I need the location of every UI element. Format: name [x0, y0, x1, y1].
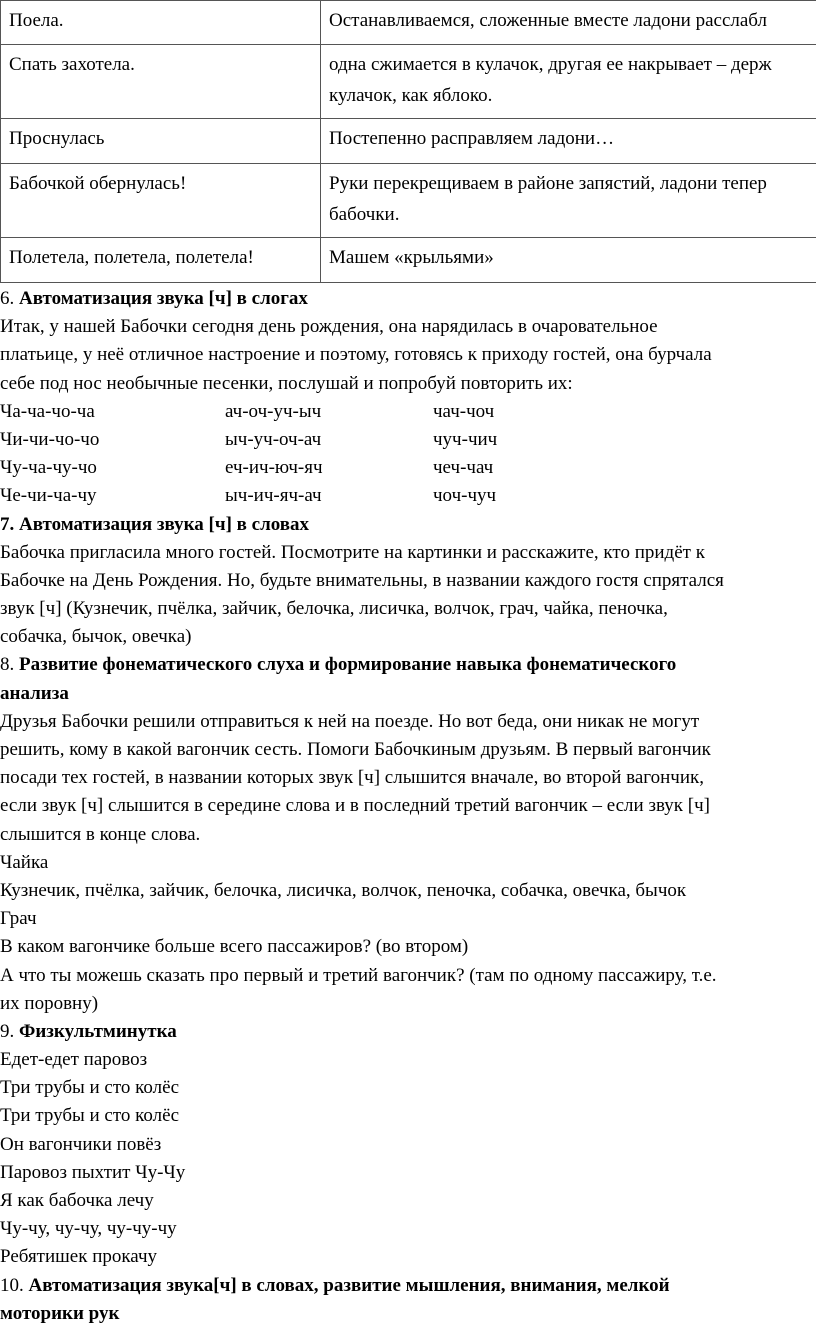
word-group: Грач: [0, 905, 816, 933]
section-10-heading: [0, 1272, 816, 1300]
paragraph-line: слышится в конце слова.: [0, 821, 816, 849]
cell-line: бабочки.: [329, 199, 816, 230]
table-row: [1, 164, 816, 238]
paragraph-line: звук [ч] (Кузнечик, пчёлка, зайчик, белочка, лисичка, волчок, грач, чайка, пеночка,: [0, 595, 816, 623]
syllable-row: [0, 454, 816, 482]
syllable-row: [0, 426, 816, 454]
cell-line: одна сжимается в кулачок, другая ее накрывает – держ: [329, 49, 816, 80]
poem-line: Чу-чу, чу-чу, чу-чу-чу: [0, 1215, 816, 1243]
poem-line: Три трубы и сто колёс: [0, 1102, 816, 1130]
section-9-heading: [0, 1018, 816, 1046]
syllable-cell: еч-ич-юч-яч: [225, 454, 433, 482]
section-8-heading: [0, 651, 816, 679]
syllable-cell: Чу-ча-чу-чо: [0, 454, 225, 482]
section-10-heading-cont: [0, 1300, 816, 1328]
syllable-row: [0, 398, 816, 426]
paragraph-line: если звук [ч] слышится в середине слова и в последний третий вагончик – если звук [ч]: [0, 792, 816, 820]
paragraph-line: посади тех гостей, в названии которых звук [ч] слышится вначале, во второй вагончик,: [0, 764, 816, 792]
section-title: Физкультминутка: [19, 1021, 177, 1042]
paragraph-line: Бабочка пригласила много гостей. Посмотрите на картинки и расскажите, кто придёт к: [0, 539, 816, 567]
section-number: 9.: [0, 1021, 19, 1042]
paragraph-line: Друзья Бабочки решили отправиться к ней на поезде. Но вот беда, они никак не могут: [0, 708, 816, 736]
poem-line: Он вагончики повёз: [0, 1131, 816, 1159]
section-title: Автоматизация звука[ч] в словах, развитие мышления, внимания, мелкой: [29, 1275, 670, 1296]
syllable-row: [0, 482, 816, 510]
table-cell: Полетела, полетела, полетела!: [1, 238, 321, 283]
poem-line: Я как бабочка лечу: [0, 1187, 816, 1215]
section-number: 8.: [0, 654, 19, 675]
poem-line: Три трубы и сто колёс: [0, 1074, 816, 1102]
poem-line: Едет-едет паровоз: [0, 1046, 816, 1074]
syllable-cell: ыч-ич-яч-ач: [225, 482, 433, 510]
syllable-cell: чеч-чач: [433, 454, 493, 482]
cell-line: кулачок, как яблоко.: [329, 80, 816, 111]
paragraph-line: собачка, бычок, овечка): [0, 623, 816, 651]
paragraph-line: Итак, у нашей Бабочки сегодня день рождения, она нарядилась в очаровательное: [0, 313, 816, 341]
section-title: 7. Автоматизация звука [ч] в словах: [0, 514, 309, 535]
poem-line: Ребятишек прокачу: [0, 1243, 816, 1271]
section-8-heading-cont: [0, 680, 816, 708]
word-group: Чайка: [0, 849, 816, 877]
table-cell: Бабочкой обернулась!: [1, 164, 321, 238]
syllable-cell: ыч-уч-оч-ач: [225, 426, 433, 454]
question-line: их поровну): [0, 990, 816, 1018]
table-cell: [321, 45, 816, 119]
table-row: [1, 1, 816, 45]
paragraph-line: платьице, у неё отличное настроение и поэтому, готовясь к приходу гостей, она бурчала: [0, 341, 816, 369]
document-body: [0, 285, 816, 1328]
gesture-table: [0, 0, 816, 283]
section-6-heading: [0, 285, 816, 313]
question-line: В каком вагончике больше всего пассажиров? (во втором): [0, 933, 816, 961]
section-7-heading: [0, 511, 816, 539]
table-cell: Проснулась: [1, 119, 321, 164]
syllable-cell: Ча-ча-чо-ча: [0, 398, 225, 426]
section-title: Развитие фонематического слуха и формирование навыка фонематического: [19, 654, 676, 675]
syllable-cell: Чи-чи-чо-чо: [0, 426, 225, 454]
syllable-cell: чуч-чич: [433, 426, 497, 454]
syllable-cell: чач-чоч: [433, 398, 494, 426]
table-row: [1, 119, 816, 164]
paragraph-line: решить, кому в какой вагончик сесть. Помоги Бабочкиным друзьям. В первый вагончик: [0, 736, 816, 764]
syllable-cell: Че-чи-ча-чу: [0, 482, 225, 510]
table-cell: Останавливаемся, сложенные вместе ладони расслабл: [321, 1, 816, 45]
syllable-cell: чоч-чуч: [433, 482, 496, 510]
section-title: Автоматизация звука [ч] в слогах: [19, 288, 308, 309]
table-cell: Постепенно расправляем ладони…: [321, 119, 816, 164]
paragraph-line: Бабочке на День Рождения. Но, будьте внимательны, в названии каждого гостя спрятался: [0, 567, 816, 595]
section-title: моторики рук: [0, 1303, 119, 1324]
table-cell: Спать захотела.: [1, 45, 321, 119]
table-row: [1, 45, 816, 119]
question-line: А что ты можешь сказать про первый и третий вагончик? (там по одному пассажиру, т.е.: [0, 962, 816, 990]
table-cell: Поела.: [1, 1, 321, 45]
section-number: 6.: [0, 288, 19, 309]
table-cell: Машем «крыльями»: [321, 238, 816, 283]
table-cell: [321, 164, 816, 238]
table-row: [1, 238, 816, 283]
section-number: 10.: [0, 1275, 29, 1296]
section-title: анализа: [0, 683, 69, 704]
paragraph-line: себе под нос необычные песенки, послушай и попробуй повторить их:: [0, 370, 816, 398]
cell-line: Руки перекрещиваем в районе запястий, ладони тепер: [329, 168, 816, 199]
word-group: Кузнечик, пчёлка, зайчик, белочка, лисичка, волчок, пеночка, собачка, овечка, бычок: [0, 877, 816, 905]
syllable-cell: ач-оч-уч-ыч: [225, 398, 433, 426]
poem-line: Паровоз пыхтит Чу-Чу: [0, 1159, 816, 1187]
